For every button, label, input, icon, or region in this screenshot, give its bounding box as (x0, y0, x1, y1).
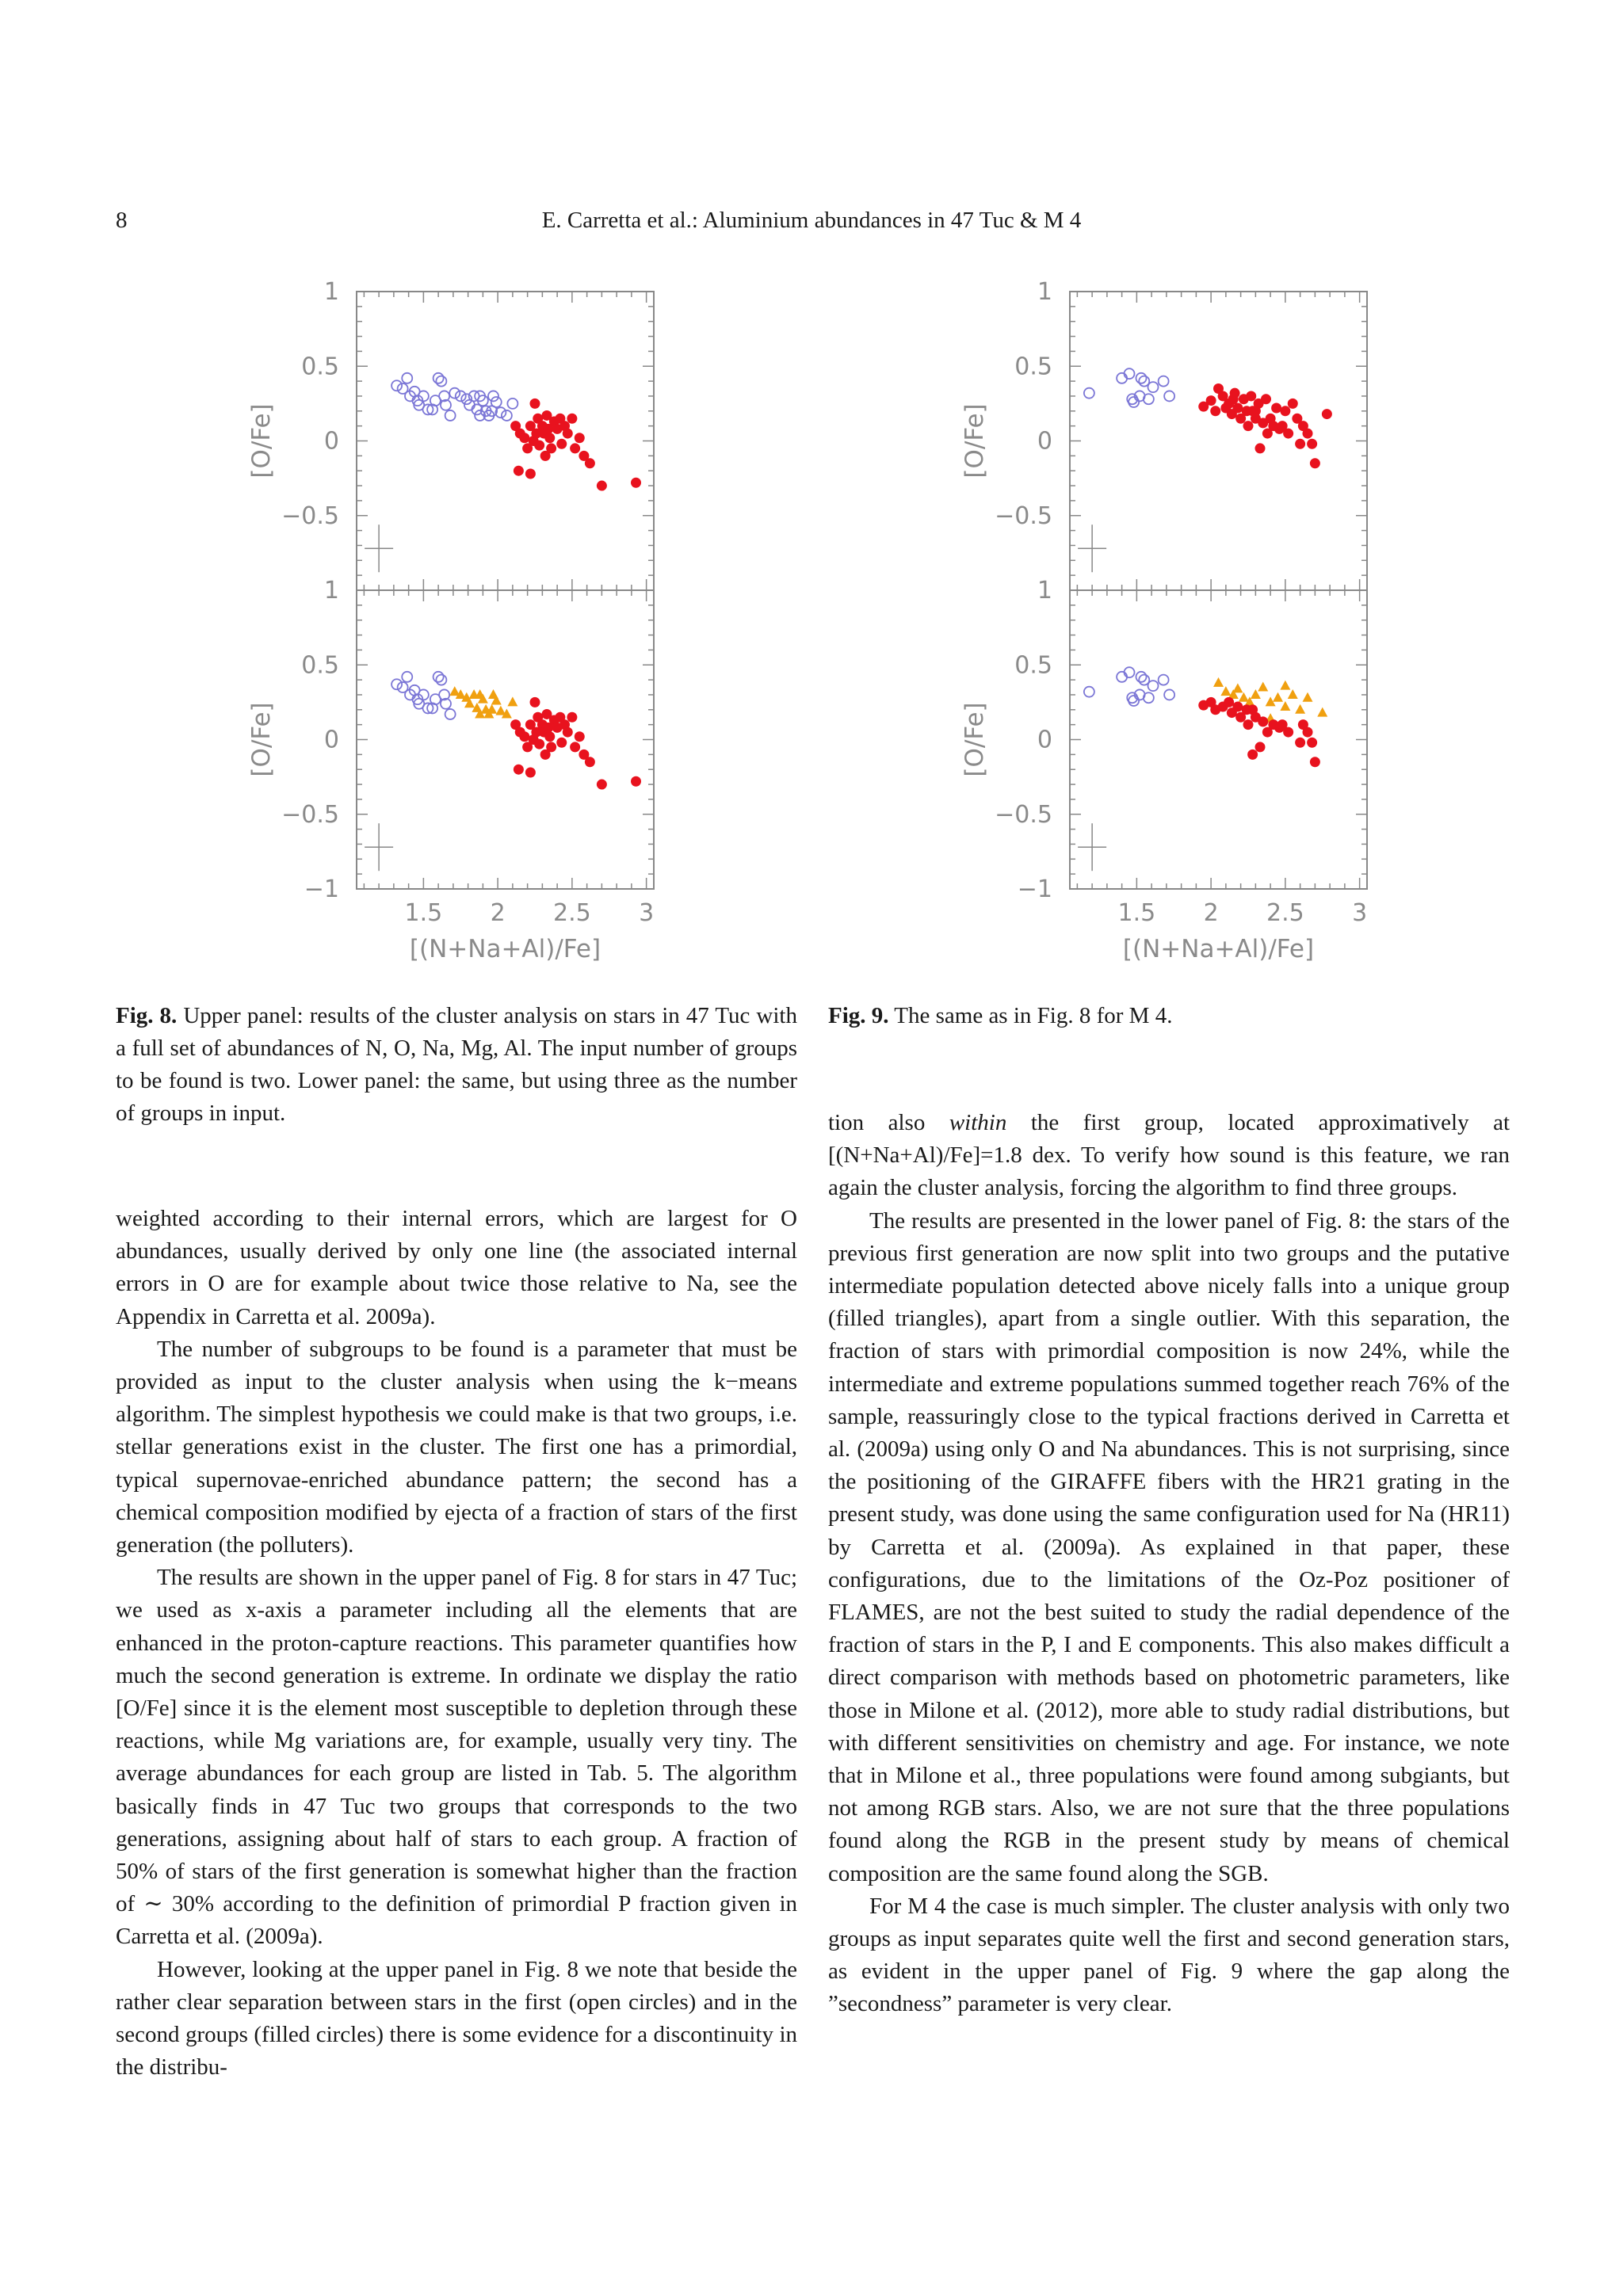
first-generation-point (1144, 692, 1154, 703)
data-points (391, 672, 641, 790)
first-generation-point (1148, 681, 1159, 691)
second-generation-point (1261, 394, 1271, 404)
second-generation-point (1247, 749, 1258, 760)
intermediate-point (1280, 681, 1290, 690)
y-axis-label: [O/Fe] (247, 403, 276, 479)
second-generation-point (585, 458, 595, 468)
panel-frame (1070, 292, 1367, 590)
second-generation-point (1288, 399, 1298, 409)
first-generation-point (1136, 373, 1147, 383)
x-tick-label: 2.5 (553, 899, 591, 927)
figure-9 (943, 269, 1387, 982)
y-tick-label: 0 (323, 726, 339, 754)
second-generation-point (1255, 742, 1266, 752)
intermediate-point (1288, 689, 1298, 699)
first-generation-point (449, 388, 460, 399)
x-tick-label: 1.5 (404, 899, 443, 927)
intermediate-point (1213, 677, 1224, 687)
paragraph: However, looking at the upper panel in Fig. 8 we note that beside the rather clear separation between stars in the first (open circles) and in the second groups (filled circles) there is some evidence for a discontinuity in the distribu- (116, 1956, 797, 2081)
second-generation-point (597, 780, 607, 790)
text-run: the first group, located approximatively at [(N+Na+Al)/Fe]=1.8 dex. To verify how sound is this feature, we ran again the cluster analysis, forcing the algorithm to find three groups. (828, 1110, 1510, 1201)
text-run: tion also (828, 1110, 949, 1135)
second-generation-point (546, 443, 556, 453)
y-tick-label: 0 (1037, 726, 1052, 754)
second-generation-point (1224, 697, 1234, 707)
second-generation-point (556, 439, 567, 449)
figure-8-caption (116, 1000, 797, 1130)
first-generation-point (433, 373, 444, 383)
y-tick-label: 1 (323, 577, 339, 605)
fig8-lower-panel (247, 577, 654, 963)
y-tick-label: −0.5 (995, 800, 1052, 829)
second-generation-point (534, 441, 544, 451)
figure-9-caption (828, 1000, 1510, 1032)
y-tick-labels (995, 278, 1052, 530)
intermediate-point (1303, 692, 1313, 702)
first-generation-point (1144, 394, 1154, 404)
intermediate-point (1232, 683, 1243, 692)
running-title: E. Carretta et al.: Aluminium abundances in 47 Tuc & M 4 (541, 208, 1082, 233)
y-tick-label: 1 (1037, 278, 1052, 306)
figure-8 (230, 269, 674, 982)
second-generation-point (543, 424, 553, 434)
first-generation-point (445, 709, 456, 719)
y-tick-label: 0.5 (301, 353, 339, 381)
second-generation-point (575, 433, 585, 443)
second-generation-point (570, 443, 580, 453)
paragraph (828, 1107, 1510, 1205)
second-generation-point (585, 757, 595, 767)
paragraph: For M 4 the case is much simpler. The cluster analysis with only two groups as input separates quite well the first and second generation stars, as evident in the upper panel of Fig. 9 where the gap along the ”secondness” parameter is very clear. (828, 1893, 1510, 2017)
first-generation-point (1117, 373, 1127, 383)
intermediate-point (1280, 701, 1290, 711)
x-axis-label: [(N+Na+Al)/Fe] (1122, 935, 1315, 963)
first-generation-point (445, 410, 456, 421)
first-generation-point (507, 399, 517, 409)
second-generation-point (575, 731, 585, 742)
second-generation-point (1303, 429, 1313, 439)
error-bar-cross (1078, 524, 1106, 572)
first-generation-point (391, 380, 402, 391)
panel-frame (1070, 590, 1367, 889)
second-generation-point (1243, 421, 1254, 431)
paragraph: The results are presented in the lower panel of Fig. 8: the stars of the previous first generation are now split into two groups and the putative intermediate population detected above nicely falls into a unique group (filled triangles), apart from a single outlier. With this separation, the fraction of stars with primordial composition is now 24%, while the intermediate and extreme populations summed together reach 76% of the sample, reassuringly close to the typical fractions derived in Carretta et al. (2009a) using only O and Na abundances. This is not surprising, since the positioning of the GIRAFFE fibers with the HR21 grating in the present study, was done using the same configuration used for Na (HR11) by Carretta et al. (2009a). As explained in that paper, these configurations, due to the limitations of the Oz-Poz positioner of FLAMES, are not the best suited to study the radial dependence of the fraction of stars in the P, I and E components. This also makes difficult a direct comparison with methods based on photometric parameters, like those in Milone et al. (2012), more able to study radial distributions, but with different sensitivities on chemistry and age. For instance, we note that in Milone et al., three populations were found among subgiants, but not among RGB stars. Also, we are not sure that the three populations found along the RGB in the present study by means of chemical composition are the same found along the SGB. (828, 1207, 1510, 1886)
first-generation-point (1084, 687, 1094, 697)
second-generation-point (531, 727, 541, 738)
caption-label: Fig. 9. (828, 1003, 889, 1028)
first-generation-point (1117, 672, 1127, 682)
second-generation-point (1310, 458, 1320, 468)
second-generation-point (530, 399, 540, 409)
second-generation-point (631, 478, 641, 488)
caption-label: Fig. 8. (116, 1003, 178, 1028)
x-tick-labels (405, 899, 655, 927)
second-generation-point (1295, 738, 1305, 748)
second-generation-point (1232, 702, 1243, 712)
y-tick-label: −1 (304, 875, 339, 903)
first-generation-point (436, 376, 446, 387)
caption-text: Upper panel: results of the cluster analysis on stars in 47 Tuc with a full set of abundances of N, O, Na, Mg, Al. The input number of groups to be found is two. Lower panel: the same, but using three as the number of groups in input. (116, 1003, 797, 1126)
axis-ticks (357, 292, 654, 590)
first-generation-point (402, 373, 412, 383)
second-generation-point (1307, 738, 1317, 748)
fig9-upper-panel (960, 278, 1367, 590)
y-tick-labels (281, 577, 339, 903)
second-generation-point (570, 742, 580, 752)
page-number: 8 (116, 208, 128, 233)
y-tick-labels (995, 577, 1052, 903)
second-generation-point (546, 742, 556, 752)
second-generation-point (534, 739, 544, 749)
second-generation-point (567, 414, 577, 424)
axis-ticks (1070, 590, 1367, 889)
x-tick-label: 3 (1352, 899, 1368, 927)
second-generation-point (514, 466, 524, 476)
panel-frame (357, 292, 654, 590)
left-text-column (116, 1203, 797, 2084)
second-generation-point (1295, 439, 1305, 449)
second-generation-point (1258, 716, 1268, 727)
second-generation-point (514, 765, 524, 775)
second-generation-point (1243, 719, 1254, 730)
second-generation-point (1280, 406, 1290, 416)
axis-ticks (1070, 292, 1367, 590)
y-tick-label: −0.5 (281, 800, 339, 829)
second-generation-point (519, 731, 529, 742)
second-generation-point (556, 738, 567, 748)
first-generation-point (1159, 675, 1169, 685)
second-generation-point (1255, 443, 1266, 453)
second-generation-point (530, 697, 540, 707)
second-generation-point (1322, 409, 1332, 419)
second-generation-point (525, 767, 536, 777)
first-generation-point (1164, 689, 1174, 700)
second-generation-point (1251, 406, 1261, 416)
second-generation-point (1303, 727, 1313, 738)
figure-9-plot (943, 269, 1387, 982)
y-axis-label: [O/Fe] (247, 702, 276, 777)
second-generation-point (525, 468, 536, 479)
emphasis: within (949, 1110, 1007, 1135)
first-generation-point (1125, 368, 1135, 379)
intermediate-point (1273, 692, 1283, 702)
second-generation-point (567, 712, 577, 723)
figure-8-plot (230, 269, 674, 982)
second-generation-point (1246, 391, 1256, 401)
data-points (1084, 667, 1327, 767)
y-tick-label: −0.5 (281, 502, 339, 530)
second-generation-point (543, 723, 553, 733)
y-tick-label: −1 (1017, 875, 1052, 903)
y-tick-label: 0 (1037, 427, 1052, 456)
intermediate-point (1317, 707, 1327, 717)
first-generation-point (1084, 388, 1094, 399)
caption-text: The same as in Fig. 8 for M 4. (894, 1003, 1173, 1028)
paragraph: The results are shown in the upper panel of Fig. 8 for stars in 47 Tuc; we used as x-axis a parameter including all the elements that are enhanced in the proton-capture reactions. This parameter quantifies how much the second generation is extreme. In ordinate we display the ratio [O/Fe] since it is the element most susceptible to depletion through these reactions, while Mg variations are, for example, usually very tiny. The average abundances for each group are listed in Tab. 5. The algorithm basically finds in 47 Tuc two groups that corresponds to the two generations, assigning about half of stars to each group. A fraction of 50% of stars of the first generation is somewhat higher than the fraction of ∼ 30% according to the definition of primordial P fraction given in Carretta et al. (2009a). (116, 1565, 797, 1950)
paragraph: The number of subgroups to be found is a parameter that must be provided as input to the cluster analysis when using the k−means algorithm. The simplest hypothesis we could make is that two groups, i.e. stellar generations exist in the cluster. The first one has a primordial, typical supernovae-enriched abundance pattern; the second has a chemical composition modified by ejecta of a fraction of stars of the first generation (the polluters). (116, 1336, 797, 1558)
first-generation-point (1125, 667, 1135, 677)
second-generation-point (1210, 406, 1220, 416)
y-axis-label: [O/Fe] (960, 403, 989, 479)
first-generation-point (491, 397, 502, 407)
second-generation-point (1307, 439, 1317, 449)
y-axis-label: [O/Fe] (960, 702, 989, 777)
second-generation-point (519, 433, 529, 443)
second-generation-point (563, 727, 573, 738)
first-generation-point (456, 391, 466, 401)
fig9-lower-panel (960, 577, 1367, 963)
x-tick-label: 2 (1203, 899, 1219, 927)
right-text-column (828, 1107, 1510, 2021)
second-generation-point (531, 429, 541, 439)
first-generation-point (488, 391, 498, 401)
x-tick-label: 3 (639, 899, 655, 927)
second-generation-point (1283, 429, 1293, 439)
y-tick-label: 0.5 (301, 651, 339, 680)
first-generation-point (391, 679, 402, 689)
second-generation-point (1310, 757, 1320, 767)
y-tick-label: −0.5 (995, 502, 1052, 530)
second-generation-point (1271, 403, 1281, 414)
second-generation-point (563, 429, 573, 439)
first-generation-point (1136, 672, 1147, 682)
first-generation-point (433, 672, 444, 682)
first-generation-point (1148, 382, 1159, 392)
intermediate-point (1295, 704, 1305, 714)
intermediate-point (507, 696, 517, 706)
second-generation-point (1206, 395, 1216, 406)
x-tick-label: 2 (490, 899, 506, 927)
second-generation-point (544, 433, 555, 443)
intermediate-point (1220, 686, 1231, 696)
error-bar-cross (365, 823, 393, 871)
y-tick-label: 0 (323, 427, 339, 456)
y-tick-label: 0.5 (1014, 353, 1052, 381)
intermediate-point (1239, 692, 1249, 702)
first-generation-point (402, 672, 412, 682)
data-points (391, 373, 641, 491)
error-bar-cross (1078, 823, 1106, 871)
first-generation-point (502, 410, 512, 421)
x-tick-labels (1118, 899, 1368, 927)
paragraph: weighted according to their internal errors, which are largest for O abundances, usually derived by only one line (the associated internal errors in O are for example about twice those relative to Na, see the Appendix in Carretta et al. 2009a). (116, 1206, 797, 1329)
first-generation-point (1164, 391, 1174, 401)
panel-frame (357, 590, 654, 889)
fig8-upper-panel (247, 278, 654, 590)
intermediate-point (488, 689, 498, 699)
second-generation-point (1232, 403, 1243, 414)
axis-ticks (357, 590, 654, 889)
second-generation-point (631, 776, 641, 787)
second-generation-point (1228, 394, 1239, 404)
y-tick-label: 0.5 (1014, 651, 1052, 680)
x-axis-label: [(N+Na+Al)/Fe] (409, 935, 601, 963)
intermediate-point (1258, 682, 1268, 692)
second-generation-point (597, 481, 607, 491)
data-points (1084, 368, 1332, 468)
y-tick-labels (281, 278, 339, 530)
y-tick-label: 1 (1037, 577, 1052, 605)
x-tick-label: 2.5 (1266, 899, 1304, 927)
y-tick-label: 1 (323, 278, 339, 306)
second-generation-point (544, 731, 555, 742)
second-generation-point (1283, 727, 1293, 738)
error-bar-cross (365, 524, 393, 572)
x-tick-label: 1.5 (1117, 899, 1156, 927)
first-generation-point (1159, 376, 1169, 387)
first-generation-point (436, 675, 446, 685)
